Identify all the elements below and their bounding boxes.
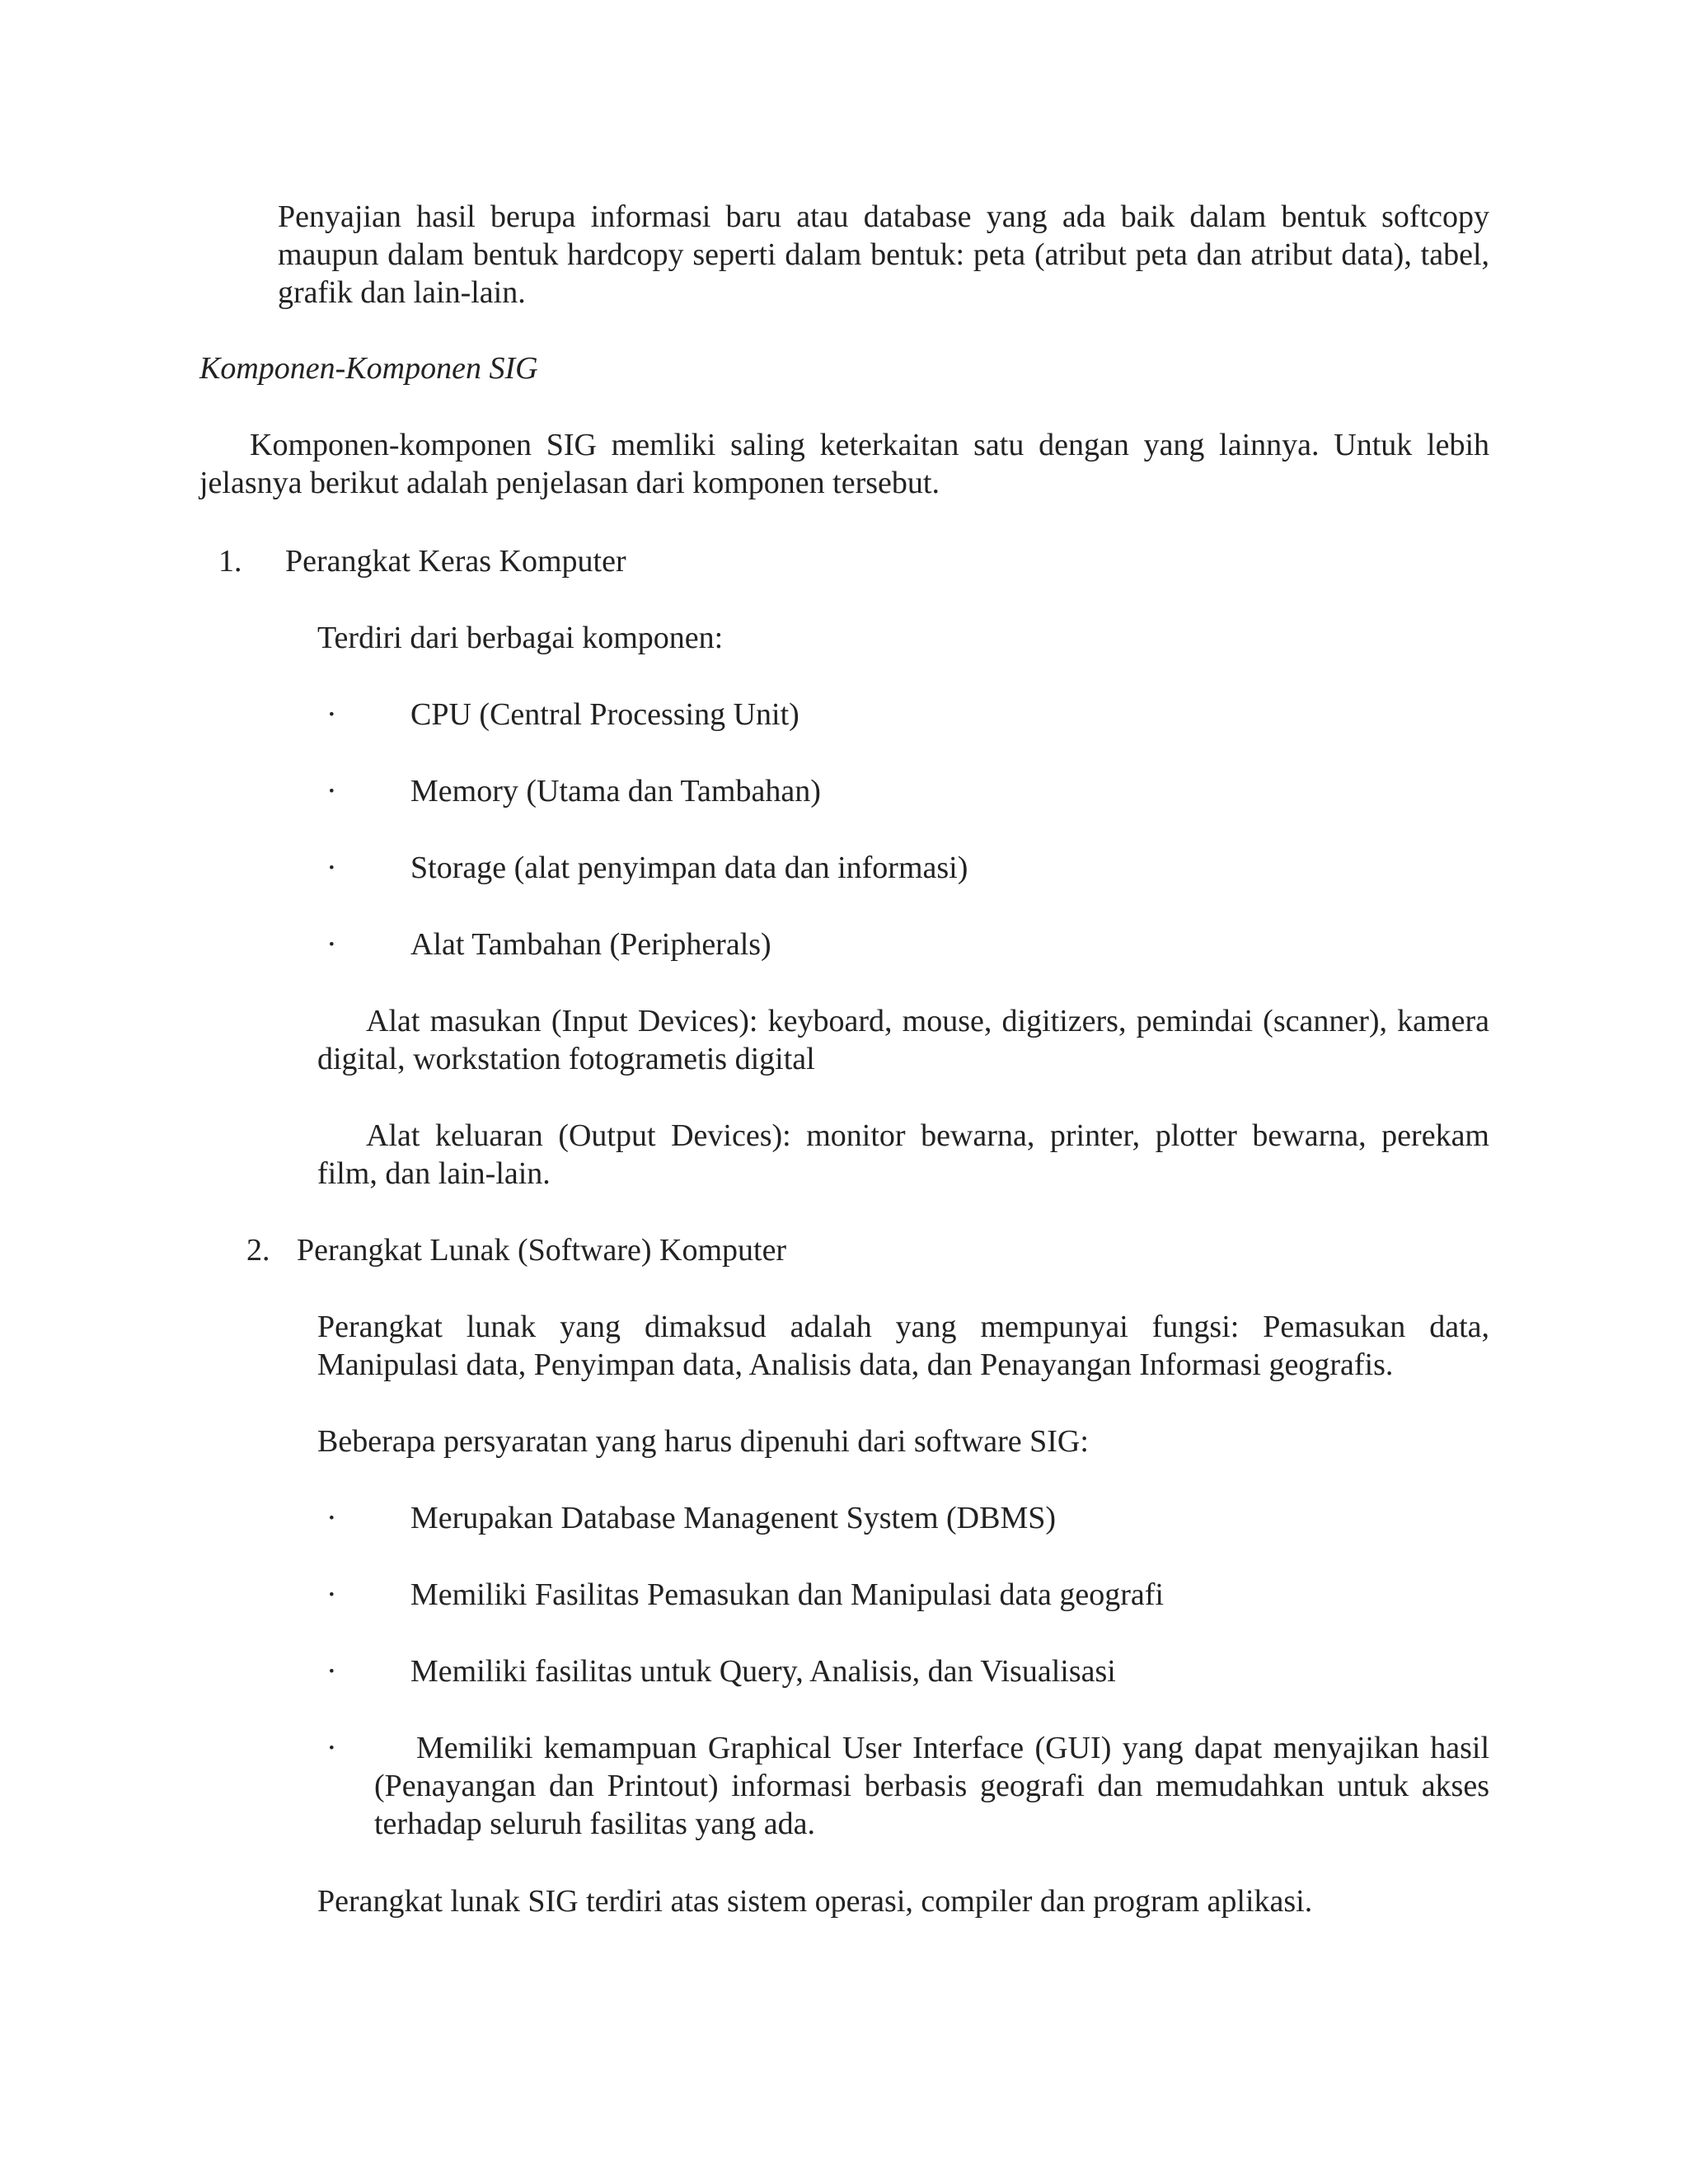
intro-paragraph: Penyajian hasil berupa informasi baru atau database yang ada baik dalam bentuk softcopy maupun dalam bentuk hardcopy seperti dalam bentuk: peta (atribut peta dan atribut data), tabel, grafik dan lain-lain. — [278, 199, 1489, 310]
item2-bullet-dot-3: · — [326, 1654, 337, 1689]
item1-bullet-1: CPU (Central Processing Unit) — [410, 697, 799, 732]
item1-bullet-4: Alat Tambahan (Peripherals) — [410, 927, 771, 962]
item1-lead: Terdiri dari berbagai komponen: — [317, 621, 724, 655]
item1-bullet-3: Storage (alat penyimpan data dan informasi) — [410, 851, 968, 885]
item2-bullet-dot-2: · — [326, 1577, 337, 1612]
item2-bullet-2: Memiliki Fasilitas Pemasukan dan Manipulasi data geografi — [410, 1577, 1164, 1612]
item1-input-devices: Alat masukan (Input Devices): keyboard, mouse, digitizers, pemindai (scanner), kamera digital, workstation fotogrametis digital — [317, 1004, 1489, 1076]
section-intro-paragraph: Komponen-komponen SIG memliki saling keterkaitan satu dengan yang lainnya. Untuk lebih jelasnya berikut adalah penjelasan dari komponen tersebut. — [199, 428, 1489, 500]
item1-output-devices: Alat keluaran (Output Devices): monitor bewarna, printer, plotter bewarna, perekam film, dan lain-lain. — [317, 1118, 1489, 1191]
item1-bullet-dot-2: · — [326, 774, 337, 808]
item1-bullet-dot-3: · — [326, 851, 337, 885]
item2-title: Perangkat Lunak (Software) Komputer — [297, 1233, 787, 1268]
item2-bullet-dot-4: · — [326, 1731, 337, 1765]
item1-bullet-dot-4: · — [326, 927, 337, 962]
item2-closing: Perangkat lunak SIG terdiri atas sistem operasi, compiler dan program aplikasi. — [317, 1884, 1313, 1919]
item2-requirements-lead: Beberapa persyaratan yang harus dipenuhi dari software SIG: — [317, 1424, 1089, 1459]
item2-bullet-4: Memiliki kemampuan Graphical User Interface (GUI) yang dapat menyajikan hasil (Penayangan dan Printout) informasi berbasis geografi dan memudahkan untuk akses terhadap seluruh fasilitas yang ada. — [374, 1731, 1489, 1841]
item2-description: Perangkat lunak yang dimaksud adalah yang mempunyai fungsi: Pemasukan data, Manipulasi data, Penyimpan data, Analisis data, dan Penayangan Informasi geografis. — [317, 1310, 1489, 1382]
item1-title: Perangkat Keras Komputer — [285, 544, 626, 579]
item2-bullet-1: Merupakan Database Managenent System (DBMS) — [410, 1501, 1057, 1535]
item1-number: 1. — [218, 544, 242, 579]
item2-number: 2. — [246, 1233, 270, 1268]
section-heading: Komponen-Komponen SIG — [199, 351, 538, 386]
item1-bullet-dot-1: · — [326, 697, 337, 732]
item1-bullet-2: Memory (Utama dan Tambahan) — [410, 774, 821, 808]
item2-bullet-3: Memiliki fasilitas untuk Query, Analisis, dan Visualisasi — [410, 1654, 1116, 1689]
item2-bullet-dot-1: · — [326, 1501, 337, 1535]
